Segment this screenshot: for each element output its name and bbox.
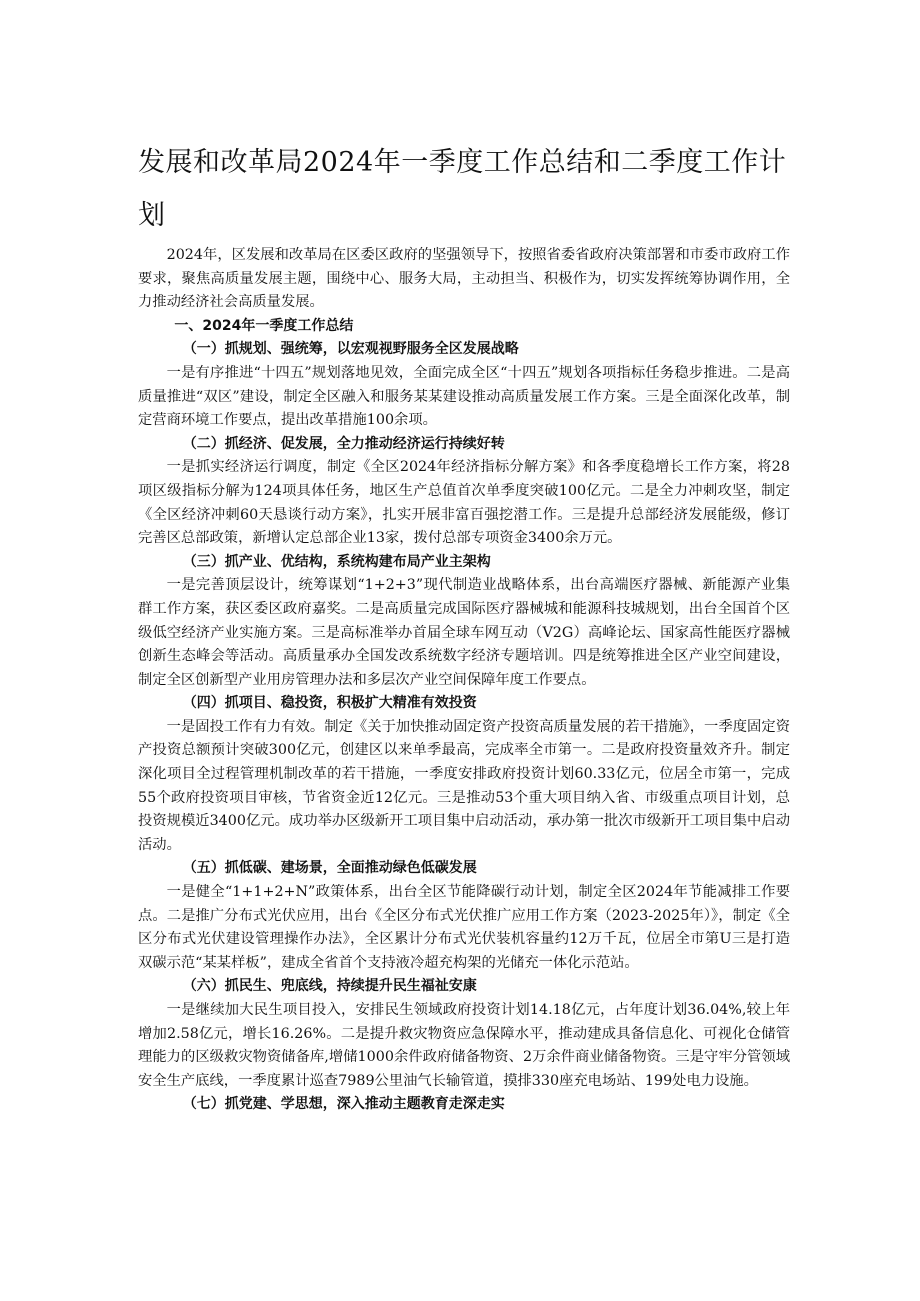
body-paragraph-planning: 一是有序推进“十四五”规划落地见效，全面完成全区“十四五”规划各项指标任务稳步推进。二是高质量推进“双区”建设，制定全区融入和服务某某建设推动高质量发展工作方案。三是全面深化改革，制定营商环境工作要点，提出改革措施100余项。 (138, 364, 790, 429)
subsection-heading-low-carbon: （五）抓低碳、建场景，全面推动绿色低碳发展 (182, 860, 477, 877)
body-paragraph-low-carbon: 一是健全“1+1+2+N”政策体系，出台全区节能降碳行动计划，制定全区2024年节能减排工作要点。二是推广分布式光伏应用，出台《全区分布式光伏推广应用工作方案（2023-2025年）》，制定《全区分布式光伏建设管理操作办法》，全区累计分布式光伏装机容量约12万千瓦，位居全市第U三是打造双碳示范“某某样板”，建成全省首个支持液冷超充构架的光储充一体化示范站。 (138, 884, 790, 971)
document-body (138, 244, 790, 1117)
section-heading-q1-summary: 一、2024年一季度工作总结 (174, 317, 354, 334)
body-paragraph-livelihood: 一是继续加大民生项目投入，安排民生领域政府投资计划14.18亿元，占年度计划36.04%,较上年增加2.58亿元，增长16.26%。二是提升救灾物资应急保障水平，推动建成具备信息化、可视化仓储管理能力的区级救灾物资储备库,增储1000余件政府储备物资、2万余件商业储备物资。三是守牢分管领域安全生产底线，一季度累计巡查7989公里油气长输管道，摸排330座充电场站、199处电力设施。 (138, 1002, 790, 1089)
subsection-heading-livelihood: （六）抓民生、兜底线，持续提升民生福祉安康 (182, 978, 477, 995)
subsection-heading-party-building: （七）抓党建、学思想，深入推动主题教育走深走实 (182, 1096, 505, 1113)
subsection-heading-investment: （四）抓项目、稳投资，积极扩大精准有效投资 (182, 695, 477, 712)
subsection-heading-economy: （二）抓经济、促发展，全力推动经济运行持续好转 (182, 435, 505, 452)
subsection-heading-industry: （三）抓产业、优结构，系统构建布局产业主架构 (182, 553, 491, 570)
document-title: 发展和改革局2024年一季度工作总结和二季度工作计划 (138, 147, 787, 231)
body-paragraph-investment: 一是固投工作有力有效。制定《关于加快推动固定资产投资高质量发展的若干措施》，一季度固定资产投资总额预计突破300亿元，创建区以来单季最高，完成率全市第一。二是政府投资量效齐升。制定深化项目全过程管理机制改革的若干措施，一季度安排政府投资计划60.33亿元，位居全市第一，完成55个政府投资项目审核，节省资金近12亿元。三是推动53个重大项目纳入省、市级重点项目计划，总投资规模近3400亿元。成功举办区级新开工项目集中启动活动，承办第一批次市级新开工项目集中启动活动。 (138, 718, 790, 853)
body-paragraph-economy: 一是抓实经济运行调度，制定《全区2024年经济指标分解方案》和各季度稳增长工作方案，将28项区级指标分解为124项具体任务，地区生产总值首次单季度突破100亿元。二是全力冲刺攻坚，制定《全区经济冲刺60天恳谈行动方案》，扎实开展非富百强挖潜工作。三是提升总部经济发展能级，修订完善区总部政策，新增认定总部企业13家，拨付总部专项资金3400余万元。 (138, 459, 790, 547)
subsection-heading-planning: （一）抓规划、强统筹，以宏观视野服务全区发展战略 (182, 341, 519, 358)
body-paragraph-industry: 一是完善顶层设计，统筹谋划“1+2+3”现代制造业战略体系，出台高端医疗器械、新能源产业集群工作方案，获区委区政府嘉奖。二是高质量完成国际医疗器械城和能源科技城规划，出台全国首个区级低空经济产业实施方案。三是高标准举办首届全球车网互动（V2G）高峰论坛、国家高性能医疗器械创新生态峰会等活动。高质量承办全国发改系统数字经济专题培训。四是统筹推进全区产业空间建设，制定全区创新型产业用房管理办法和多层次产业空间保障年度工作要点。 (138, 577, 790, 688)
intro-paragraph: 2024年，区发展和改革局在区委区政府的坚强领导下，按照省委省政府决策部署和市委市政府工作要求，聚焦高质量发展主题，围绕中心、服务大局，主动担当、积极作为，切实发挥统筹协调作用，全力推动经济社会高质量发展。 (138, 247, 790, 311)
